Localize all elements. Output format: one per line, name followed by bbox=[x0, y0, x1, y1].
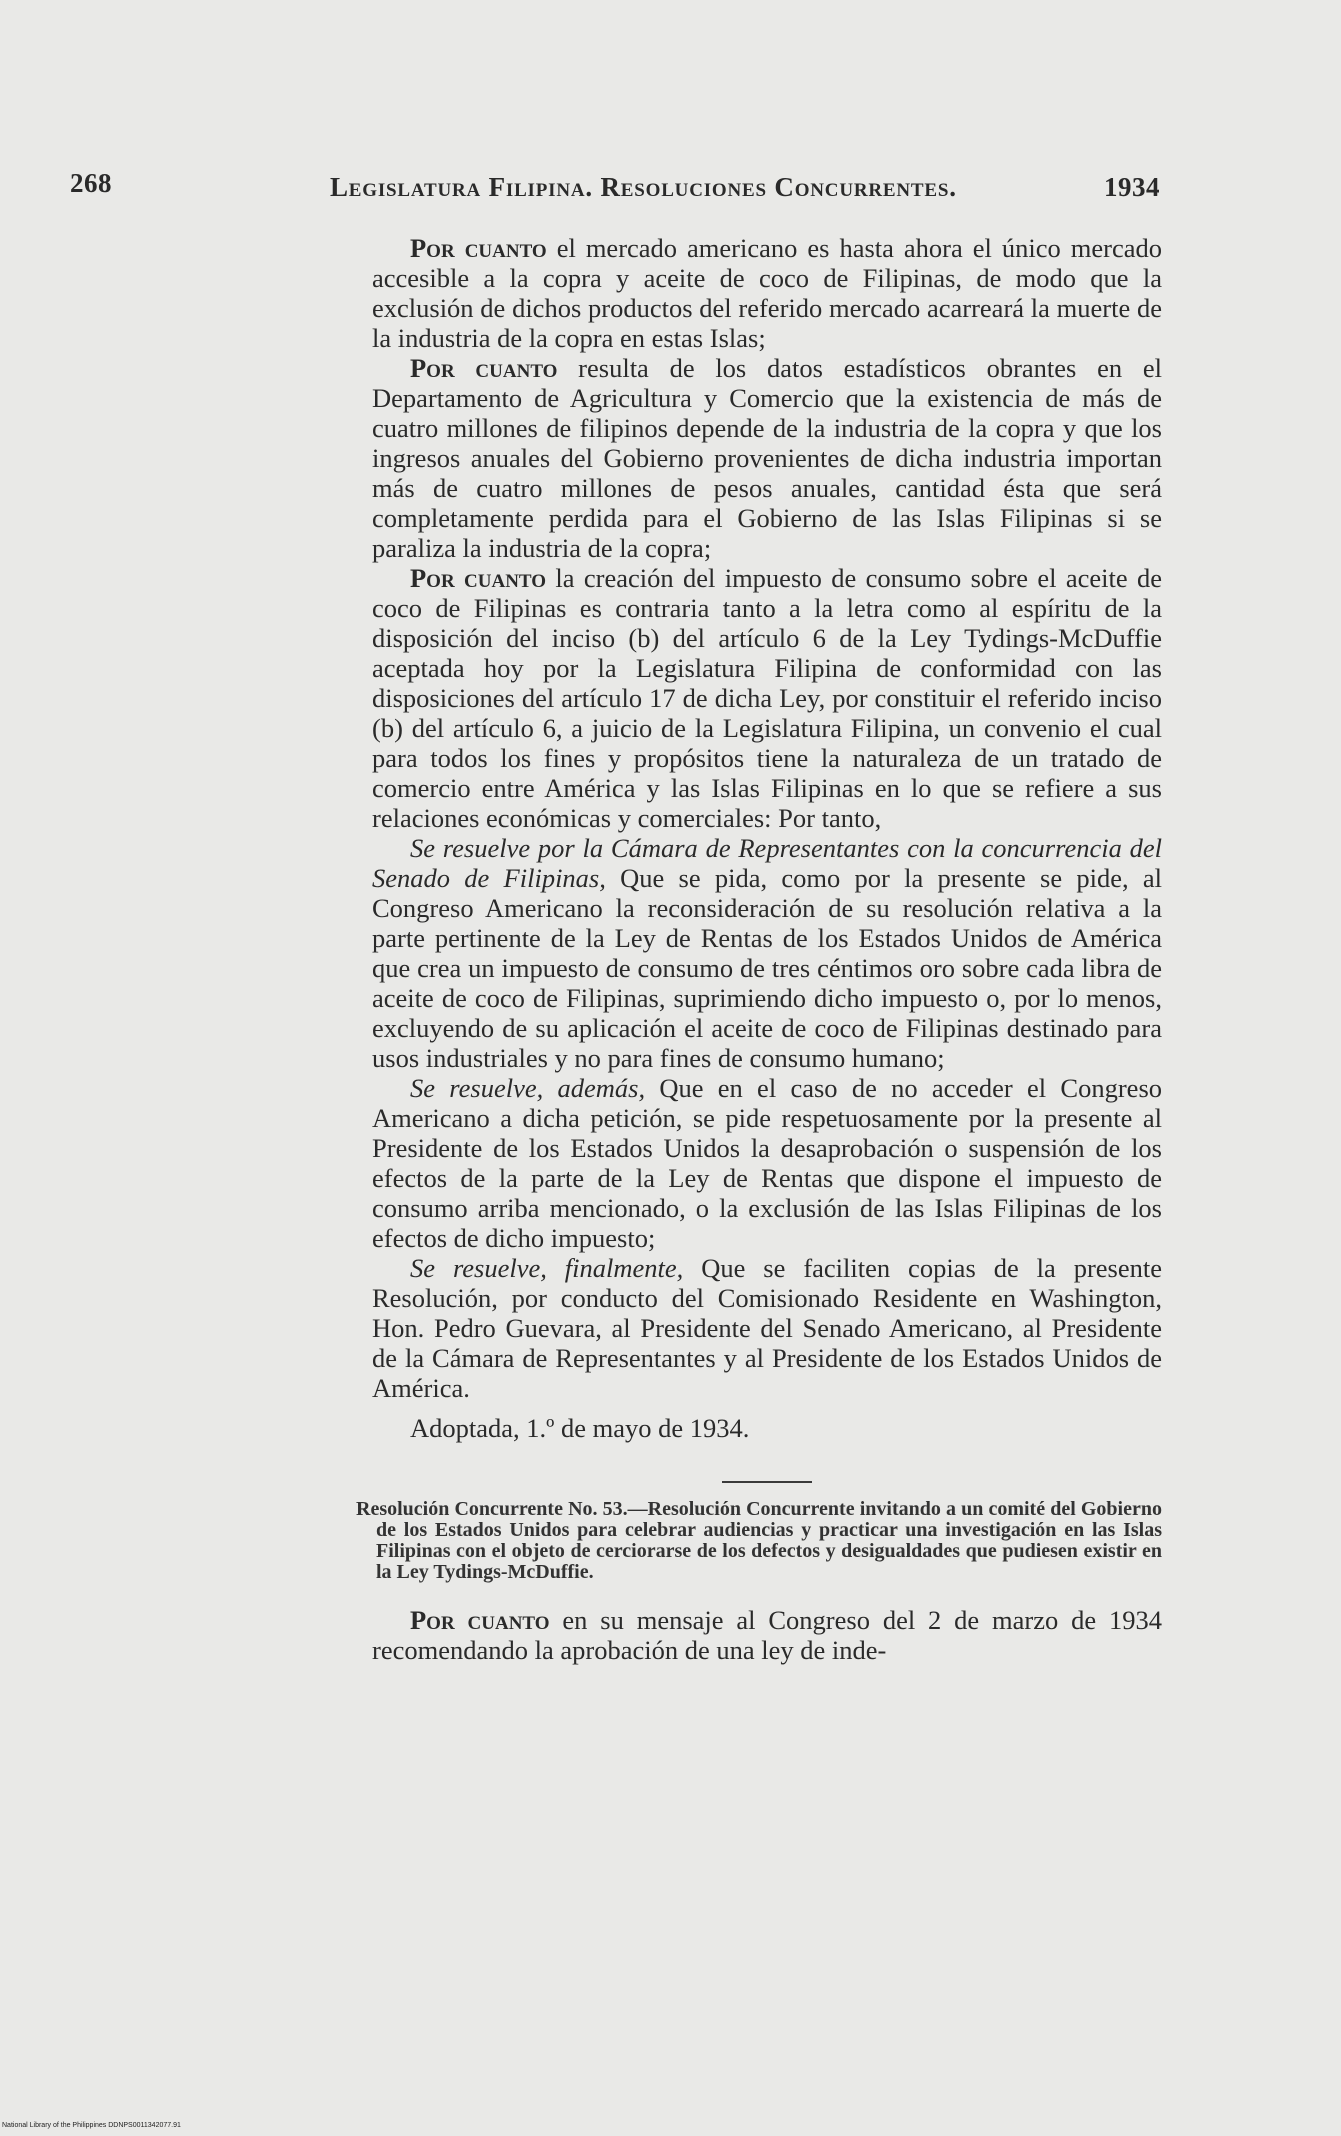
resolution-paragraph-3 bbox=[372, 1253, 1162, 1403]
section-divider bbox=[722, 1481, 812, 1483]
whereas-text: el mercado americano es hasta ahora el único mercado accesible a la copra y aceite de coco de Filipinas, de modo que la exclusión de dichos productos del referido mercado acarreará la muerte de la industria de la copra en estas Islas; bbox=[372, 233, 1162, 353]
page-number: 268 bbox=[70, 168, 112, 198]
scan-footer: National Library of the Philippines DDNPS0011342077.91 bbox=[2, 2122, 181, 2129]
running-title: Legislatura Filipina. Resoluciones Concurrentes. bbox=[330, 172, 957, 202]
whereas-paragraph-1 bbox=[372, 233, 1162, 353]
resolution-text: Que se faciliten copias de la presente Resolución, por conducto del Comisionado Residente en Washington, Hon. Pedro Guevara, al Presidente del Senado Americano, al Presidente de la Cámara de Representantes y al Presidente de los Estados Unidos de América. bbox=[372, 1253, 1162, 1403]
whereas-lead: Por cuanto bbox=[410, 1605, 550, 1635]
whereas-text: en su mensaje al Congreso del 2 de marzo de 1934 recomendando la aprobación de una ley de inde- bbox=[372, 1605, 1162, 1665]
body-text bbox=[356, 233, 1163, 1665]
header-year: 1934 bbox=[1104, 172, 1160, 202]
resolution-paragraph-2 bbox=[372, 1073, 1162, 1253]
resolution-lead: Se resuelve por la Cámara de Representantes con la concurrencia del Senado de Filipinas, bbox=[372, 833, 1162, 893]
whereas-lead: Por cuanto bbox=[410, 353, 558, 383]
whereas-lead: Por cuanto bbox=[410, 563, 547, 593]
adoption-date: Adoptada, 1.º de mayo de 1934. bbox=[410, 1413, 750, 1443]
resolution-lead: Se resuelve, finalmente, bbox=[410, 1253, 684, 1283]
resolution-text: Que se pida, como por la presente se pide, al Congreso Americano la reconsideración de su resolución relativa a la parte pertinente de la Ley de Rentas de los Estados Unidos de América que crea un impuesto de consumo de tres céntimos oro sobre cada libra de aceite de coco de Filipinas, suprimiendo dicho impuesto o, por lo menos, excluyendo de su aplicación el aceite de coco de Filipinas destinado para usos industriales y no para fines de consumo humano; bbox=[372, 863, 1162, 1073]
whereas-text: resulta de los datos estadísticos obrantes en el Departamento de Agricultura y Comercio que la existencia de más de cuatro millones de filipinos depende de la industria de la copra y que los ingresos anuales del Gobierno provenientes de dicha industria importan más de cuatro millones de pesos anuales, cantidad ésta que será completamente perdida para el Gobierno de las Islas Filipinas si se paraliza la industria de la copra; bbox=[372, 353, 1162, 563]
resolution-text: Que en el caso de no acceder el Congreso Americano a dicha petición, se pide respetuosamente por la presente al Presidente de los Estados Unidos la desaprobación o suspensión de los efectos de la parte de la Ley de Rentas que dispone el impuesto de consumo arriba mencionado, o la exclusión de las Islas Filipinas de los efectos de dicho impuesto; bbox=[372, 1073, 1163, 1253]
whereas-paragraph-2 bbox=[372, 353, 1162, 563]
whereas-paragraph-3 bbox=[372, 563, 1162, 833]
resolution-note: Resolución Concurrente No. 53.—Resolución Concurrente invitando a un comité del Gobierno de los Estados Unidos para celebrar audiencias y practicar una investigación en las Islas Filipinas con el objeto de cerciorarse de los defectos y desigualdades que pudiesen existir en la Ley Tydings-McDuffie. bbox=[356, 1498, 1162, 1583]
resolution-lead: Se resuelve, además, bbox=[410, 1073, 646, 1103]
whereas-text: la creación del impuesto de consumo sobre el aceite de coco de Filipinas es contraria tanto a la letra como al espíritu de la disposición del inciso (b) del artículo 6 de la Ley Tydings-McDuffie aceptada hoy por la Legislatura Filipina de conformidad con las disposiciones del artículo 17 de dicha Ley, por constituir el referido inciso (b) del artículo 6, a juicio de la Legislatura Filipina, un convenio el cual para todos los fines y propósitos tiene la naturaleza de un tratado de comercio entre América y las Islas Filipinas en lo que se refiere a sus relaciones económicas y comerciales: Por tanto, bbox=[372, 563, 1163, 833]
whereas-paragraph-final bbox=[372, 1605, 1162, 1665]
resolution-paragraph-1 bbox=[372, 833, 1162, 1073]
page-header bbox=[70, 168, 1160, 208]
whereas-lead: Por cuanto bbox=[410, 233, 547, 263]
